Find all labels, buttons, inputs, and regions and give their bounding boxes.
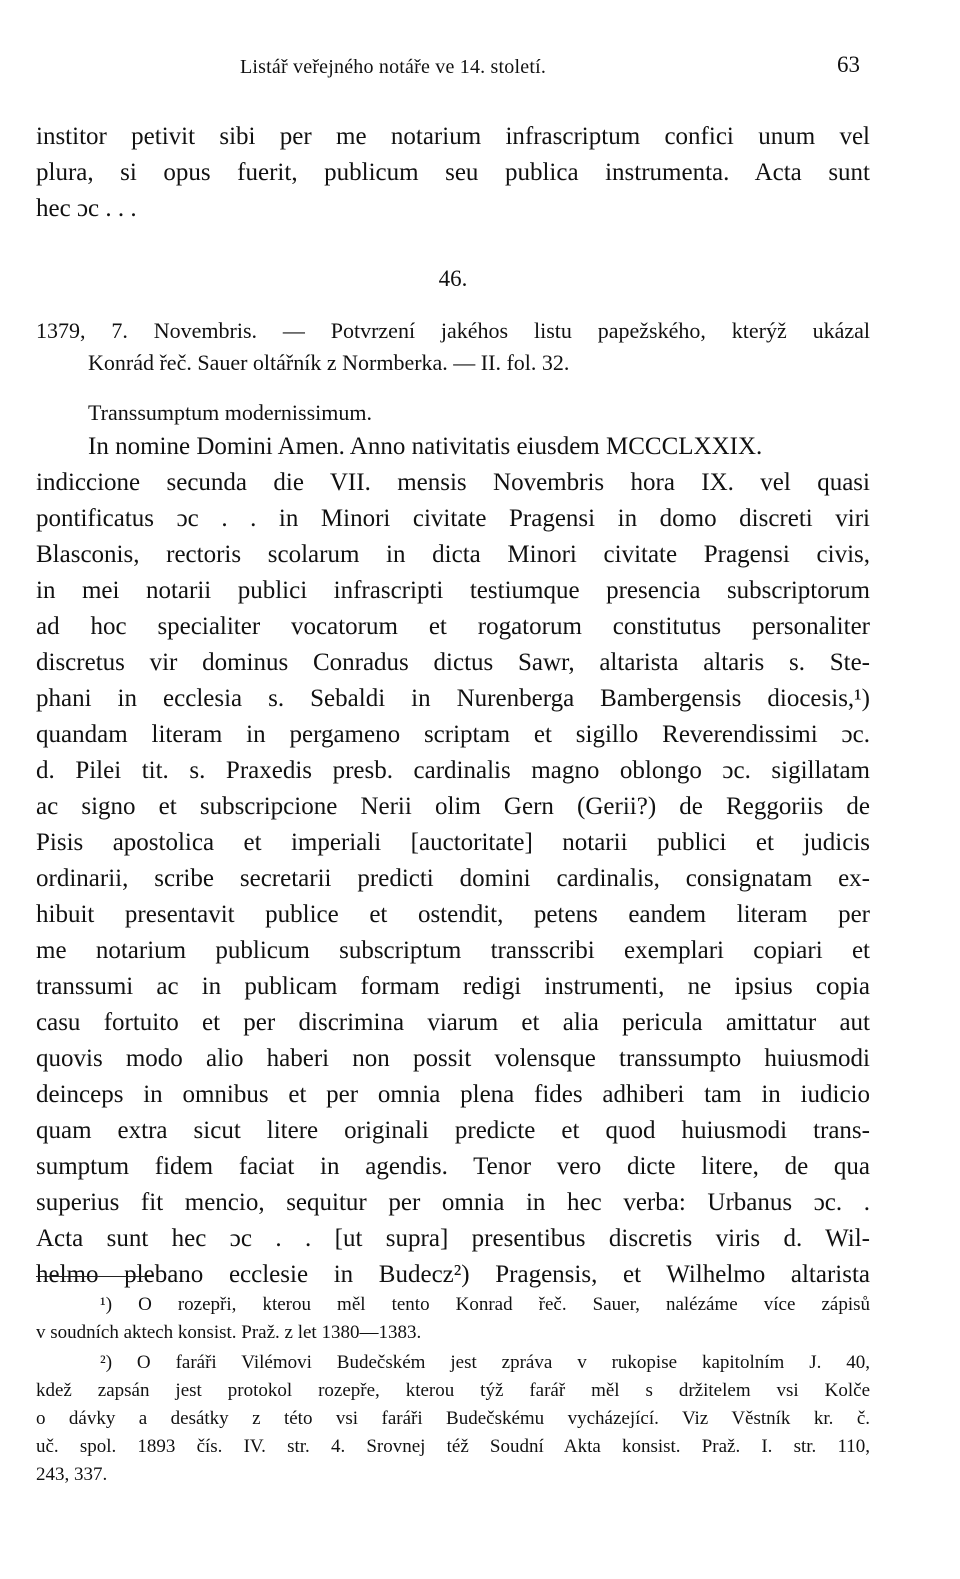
body-line: superius fit mencio, sequitur per omnia in hec verba: Urbanus ɔc. . — [36, 1189, 870, 1216]
footnote-line: o dávky a desátky z této vsi faráři Budečskému vycházející. Viz Věstník kr. č. — [36, 1408, 870, 1429]
continuation-line: hec ɔc . . . — [36, 195, 137, 222]
body-line: sumptum fidem faciat in agendis. Tenor vero dicte litere, de qua — [36, 1153, 870, 1180]
body-line: casu fortuito et per discrimina viarum et alia pericula amittatur aut — [36, 1009, 870, 1036]
footnote-line: kdež zapsán jest protokol rozepře, kterou týž farář měl s držitelem vsi Kolče — [36, 1380, 870, 1401]
page-header — [240, 52, 860, 88]
body-line: deinceps in omnibus et per omnia plena fides adhiberi tam in iudicio — [36, 1081, 870, 1108]
body-line: in mei notarii publici infrascripti testiumque presencia subscriptorum — [36, 577, 870, 604]
body-line: quam extra sicut litere originali predicte et quod huiusmodi trans- — [36, 1117, 870, 1144]
body-line: quovis modo alio haberi non possit volensque transsumpto huiusmodi — [36, 1045, 870, 1072]
item-subtitle: Transsumptum modernissimum. — [88, 400, 372, 425]
footnote-line: 243, 337. — [36, 1464, 108, 1485]
body-line: Pisis apostolica et imperiali [auctoritate] notarii publici et judicis — [36, 829, 870, 856]
body-line: d. Pilei tit. s. Praxedis presb. cardinalis magno oblongo ɔc. sigillatam — [36, 757, 870, 784]
footnote-line: ¹) O rozepři, kterou měl tento Konrad řeč. Sauer, nalézáme více zápisů — [100, 1294, 870, 1315]
footnote-line: v soudních aktech konsist. Praž. z let 1380—1383. — [36, 1322, 422, 1343]
body-line: helmo plebano ecclesie in Budecz²) Pragensis, et Wilhelmo altarista — [36, 1261, 870, 1288]
body-line: quandam literam in pergameno scriptam et sigillo Reverendissimi ɔc. — [36, 721, 870, 748]
item-number: 46. — [438, 266, 468, 291]
regest-line: Konrád řeč. Sauer oltářník z Normberka. — II. fol. 32. — [88, 350, 570, 375]
running-title: Listář veřejného notáře ve 14. století. — [240, 56, 547, 78]
footnote-line: ²) O faráři Vilémovi Budečském jest zpráva v rukopise kapitolním J. 40, — [100, 1352, 870, 1373]
body-line: discretus vir dominus Conradus dictus Sawr, altarista altaris s. Ste- — [36, 649, 870, 676]
body-line: In nomine Domini Amen. Anno nativitatis eiusdem MCCCLXXIX. — [88, 433, 763, 460]
footnote-line: uč. spol. 1893 čís. IV. str. 4. Srovnej též Soudní Akta konsist. Praž. I. str. 110, — [36, 1436, 870, 1457]
body-line: Blasconis, rectoris scolarum in dicta Minori civitate Pragensi civis, — [36, 541, 870, 568]
continuation-line: institor petivit sibi per me notarium infrascriptum confici unum vel — [36, 123, 870, 150]
body-line: ac signo et subscripcione Nerii olim Gern (Gerii?) de Reggoriis de — [36, 793, 870, 820]
body-line: Acta sunt hec ɔc . . [ut supra] presentibus discretis viris d. Wil- — [36, 1225, 870, 1252]
footnote-rule — [36, 1276, 154, 1277]
body-line: pontificatus ɔc . . in Minori civitate Pragensi in domo discreti viri — [36, 505, 870, 532]
continuation-line: plura, si opus fuerit, publicum seu publica instrumenta. Acta sunt — [36, 159, 870, 186]
page-number: 63 — [837, 52, 860, 77]
regest-line: 1379, 7. Novembris. — Potvrzení jakéhos listu papežského, kterýž ukázal — [36, 318, 870, 343]
body-line: indiccione secunda die VII. mensis Novembris hora IX. vel quasi — [36, 469, 870, 496]
body-line: ordinarii, scribe secretarii predicti domini cardinalis, consignatam ex- — [36, 865, 870, 892]
body-line: hibuit presentavit publice et ostendit, petens eandem literam per — [36, 901, 870, 928]
body-line: ad hoc specialiter vocatorum et rogatorum constitutus personaliter — [36, 613, 870, 640]
body-line: phani in ecclesia s. Sebaldi in Nurenberga Bambergensis diocesis,¹) — [36, 685, 870, 712]
body-line: transsumi ac in publicam formam redigi instrumenti, ne ipsius copia — [36, 973, 870, 1000]
body-line: me notarium publicum subscriptum transscribi exemplari copiari et — [36, 937, 870, 964]
